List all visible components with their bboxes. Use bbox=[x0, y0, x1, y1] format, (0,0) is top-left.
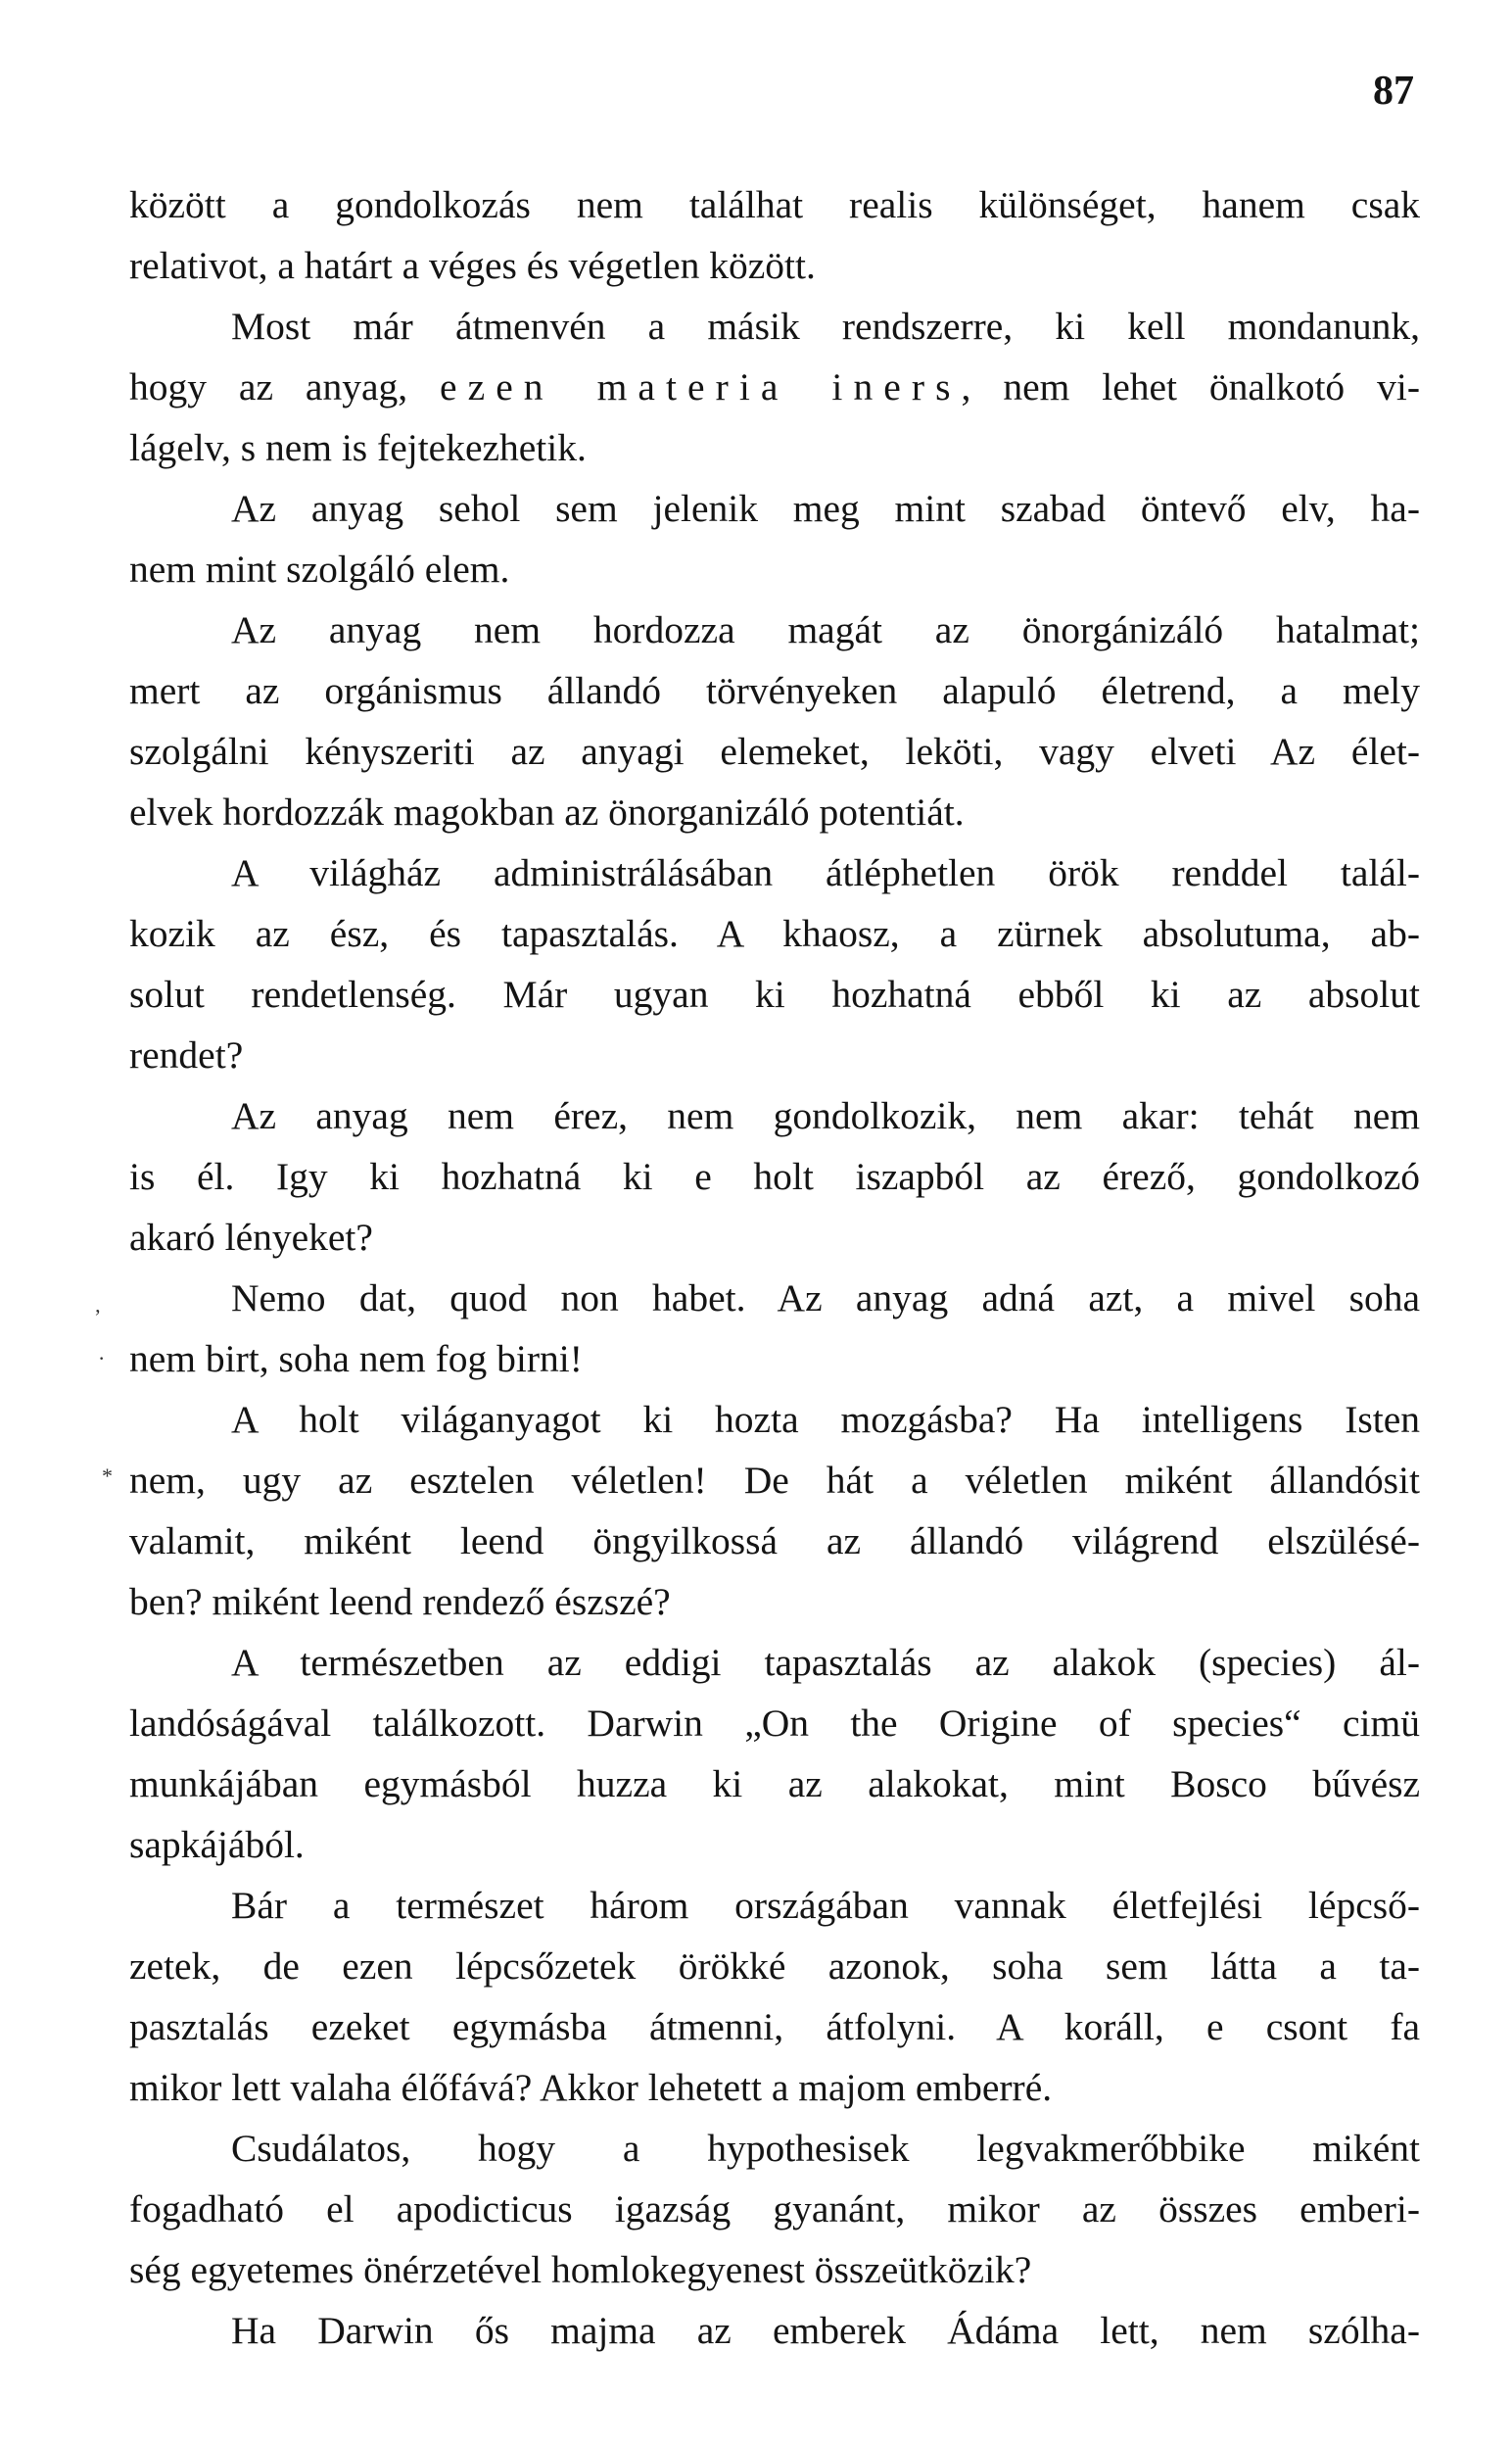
text-line: nem birt, soha nem fog birni! bbox=[129, 1337, 583, 1380]
text-line: A világház administrálásában átléphetlen örök renddel talál- bbox=[231, 851, 1420, 894]
body-text bbox=[129, 174, 1420, 2361]
text-line: mert az orgánismus állandó törvényeken alapuló életrend, a mely bbox=[129, 669, 1420, 712]
page-number: 87 bbox=[1373, 69, 1414, 114]
text-line: Az anyag nem hordozza magát az önorgánizáló hatalmat; bbox=[231, 608, 1420, 651]
text-line: mikor lett valaha élőfává? Akkor lehetett a majom emberré. bbox=[129, 2066, 1053, 2109]
text-line: A természetben az eddigi tapasztalás az alakok (species) ál- bbox=[231, 1641, 1420, 1684]
text-line: kozik az ész, és tapasztalás. A khaosz, a zürnek absolutuma, ab- bbox=[129, 912, 1420, 955]
text-line: között a gondolkozás nem találhat realis különséget, hanem csak bbox=[129, 183, 1420, 226]
text-line: Ha Darwin ős majma az emberek Ádáma lett, nem szólha- bbox=[231, 2309, 1420, 2352]
text-line: nem mint szolgáló elem. bbox=[129, 548, 510, 591]
text-line: relativot, a határt a véges és végetlen között. bbox=[129, 244, 816, 287]
text-line: solut rendetlenség. Már ugyan ki hozhatná ebből ki az absolut bbox=[129, 973, 1420, 1016]
text-line: akaró lényeket? bbox=[129, 1216, 373, 1259]
text-line bbox=[129, 357, 1420, 417]
text-line: lágelv, s nem is fejtekezhetik. bbox=[129, 426, 587, 469]
text-line: valamit, miként leend öngyilkossá az állandó világrend elszülésé- bbox=[129, 1519, 1420, 1562]
text-line: nem, ugy az esztelen véletlen! De hát a véletlen miként állandósit bbox=[129, 1459, 1420, 1502]
margin-mark: * bbox=[102, 1463, 113, 1488]
text-line: munkájában egymásból huzza ki az alakokat, mint Bosco bűvész bbox=[129, 1762, 1420, 1805]
text-line: landóságával találkozott. Darwin „On the Origine of species“ cimü bbox=[129, 1702, 1420, 1745]
text-line: A holt világanyagot ki hozta mozgásba? Ha intelligens Isten bbox=[231, 1398, 1420, 1441]
spaced-emphasis: ezen materia iners bbox=[440, 365, 962, 408]
text-line: Az anyag nem érez, nem gondolkozik, nem akar: tehát nem bbox=[231, 1094, 1420, 1137]
text-segment: , nem lehet önalkotó vi- bbox=[961, 365, 1420, 408]
text-line: sapkájából. bbox=[129, 1823, 305, 1866]
text-line: zetek, de ezen lépcsőzetek örökké azonok, soha sem látta a ta- bbox=[129, 1944, 1420, 1988]
text-line: Az anyag sehol sem jelenik meg mint szabad öntevő elv, ha- bbox=[231, 487, 1420, 530]
text-line: is él. Igy ki hozhatná ki e holt iszapból az érező, gondolkozó bbox=[129, 1155, 1420, 1198]
text-line: Csudálatos, hogy a hypothesisek legvakmerőbbike miként bbox=[231, 2127, 1420, 2170]
text-line: fogadható el apodicticus igazság gyanánt, mikor az összes emberi- bbox=[129, 2187, 1420, 2230]
text-line: szolgálni kényszeriti az anyagi elemeket, leköti, vagy elveti Az élet- bbox=[129, 730, 1420, 773]
text-line: Nemo dat, quod non habet. Az anyag adná azt, a mivel soha bbox=[231, 1276, 1420, 1319]
text-segment: hogy az anyag, bbox=[129, 365, 441, 408]
text-line: Bár a természet három országában vannak életfejlési lépcső- bbox=[231, 1884, 1420, 1927]
margin-mark: · bbox=[98, 1346, 106, 1370]
text-line: rendet? bbox=[129, 1033, 244, 1077]
text-line: Most már átmenvén a másik rendszerre, ki kell mondanunk, bbox=[231, 305, 1420, 348]
text-line: pasztalás ezeket egymásba átmenni, átfolyni. A koráll, e csont fa bbox=[129, 2005, 1420, 2048]
text-line: ben? miként leend rendező észszé? bbox=[129, 1580, 671, 1623]
text-line: elvek hordozzák magokban az önorganizáló potentiát. bbox=[129, 791, 965, 834]
text-line: ség egyetemes önérzetével homlokegyenest összeütközik? bbox=[129, 2248, 1032, 2291]
margin-mark: ʼ bbox=[94, 1305, 102, 1329]
